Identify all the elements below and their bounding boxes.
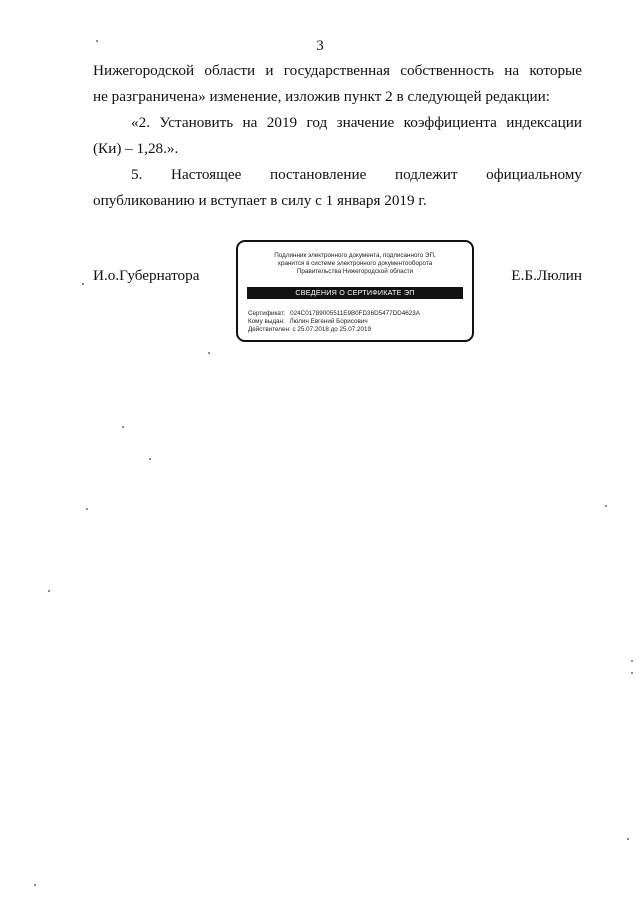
stamp-header-line: Подлинник электронного документа, подписанного ЭП,	[274, 252, 436, 259]
page-number: 3	[316, 38, 324, 54]
signer-name: Е.Б.Люлин	[511, 267, 582, 284]
scan-speck	[631, 672, 633, 674]
scan-speck	[605, 505, 607, 507]
scan-speck	[149, 458, 151, 460]
paragraph-effective-date	[93, 162, 582, 214]
stamp-certificate-bar: СВЕДЕНИЯ О СЕРТИФИКАТЕ ЭП	[247, 287, 463, 299]
issued-to-label: Кому выдан:	[248, 317, 285, 325]
signer-title: И.о.Губернатора	[93, 267, 200, 284]
certificate-label: Сертификат:	[248, 310, 286, 317]
text-line: «2. Установить на 2019 год значение коэффициента индексации	[131, 114, 582, 131]
scan-speck	[96, 40, 98, 42]
certificate-value: 024C01789005511E9B0FD36D5477DD4623A	[290, 310, 420, 317]
validity-row	[248, 326, 420, 334]
certificate-row	[248, 310, 420, 318]
scan-speck	[86, 508, 88, 510]
scan-speck	[48, 590, 50, 592]
scan-speck	[627, 838, 629, 840]
stamp-certificate-details	[248, 310, 420, 333]
stamp-header-line: хранится в системе электронного документооборота	[277, 260, 433, 268]
text-line: Нижегородской области и государственная собственность на которые	[93, 62, 582, 79]
paragraph-coefficient	[93, 110, 582, 162]
stamp-header-line: Правительства Нижегородской области	[296, 268, 414, 276]
scan-speck	[34, 884, 36, 886]
stamp-header	[238, 252, 472, 277]
text-line: (Ки) – 1,28.».	[93, 140, 179, 157]
text-line: не разграничена» изменение, изложив пункт 2 в следующей редакции:	[93, 88, 550, 105]
scan-speck	[631, 660, 633, 662]
issued-to-value: Люлин Евгений Борисович	[289, 317, 368, 325]
scan-speck	[82, 283, 84, 285]
validity-text: Действителен: с 25.07.2018 до 25.07.2019	[248, 325, 372, 333]
issued-to-row	[248, 318, 420, 326]
paragraph-amendment-intro	[93, 58, 582, 110]
text-line: 5. Настоящее постановление подлежит официальному	[131, 166, 582, 183]
scan-speck	[208, 352, 210, 354]
scan-speck	[122, 426, 124, 428]
text-line: опубликованию и вступает в силу с 1 января 2019 г.	[93, 192, 427, 209]
electronic-signature-stamp	[236, 240, 474, 342]
